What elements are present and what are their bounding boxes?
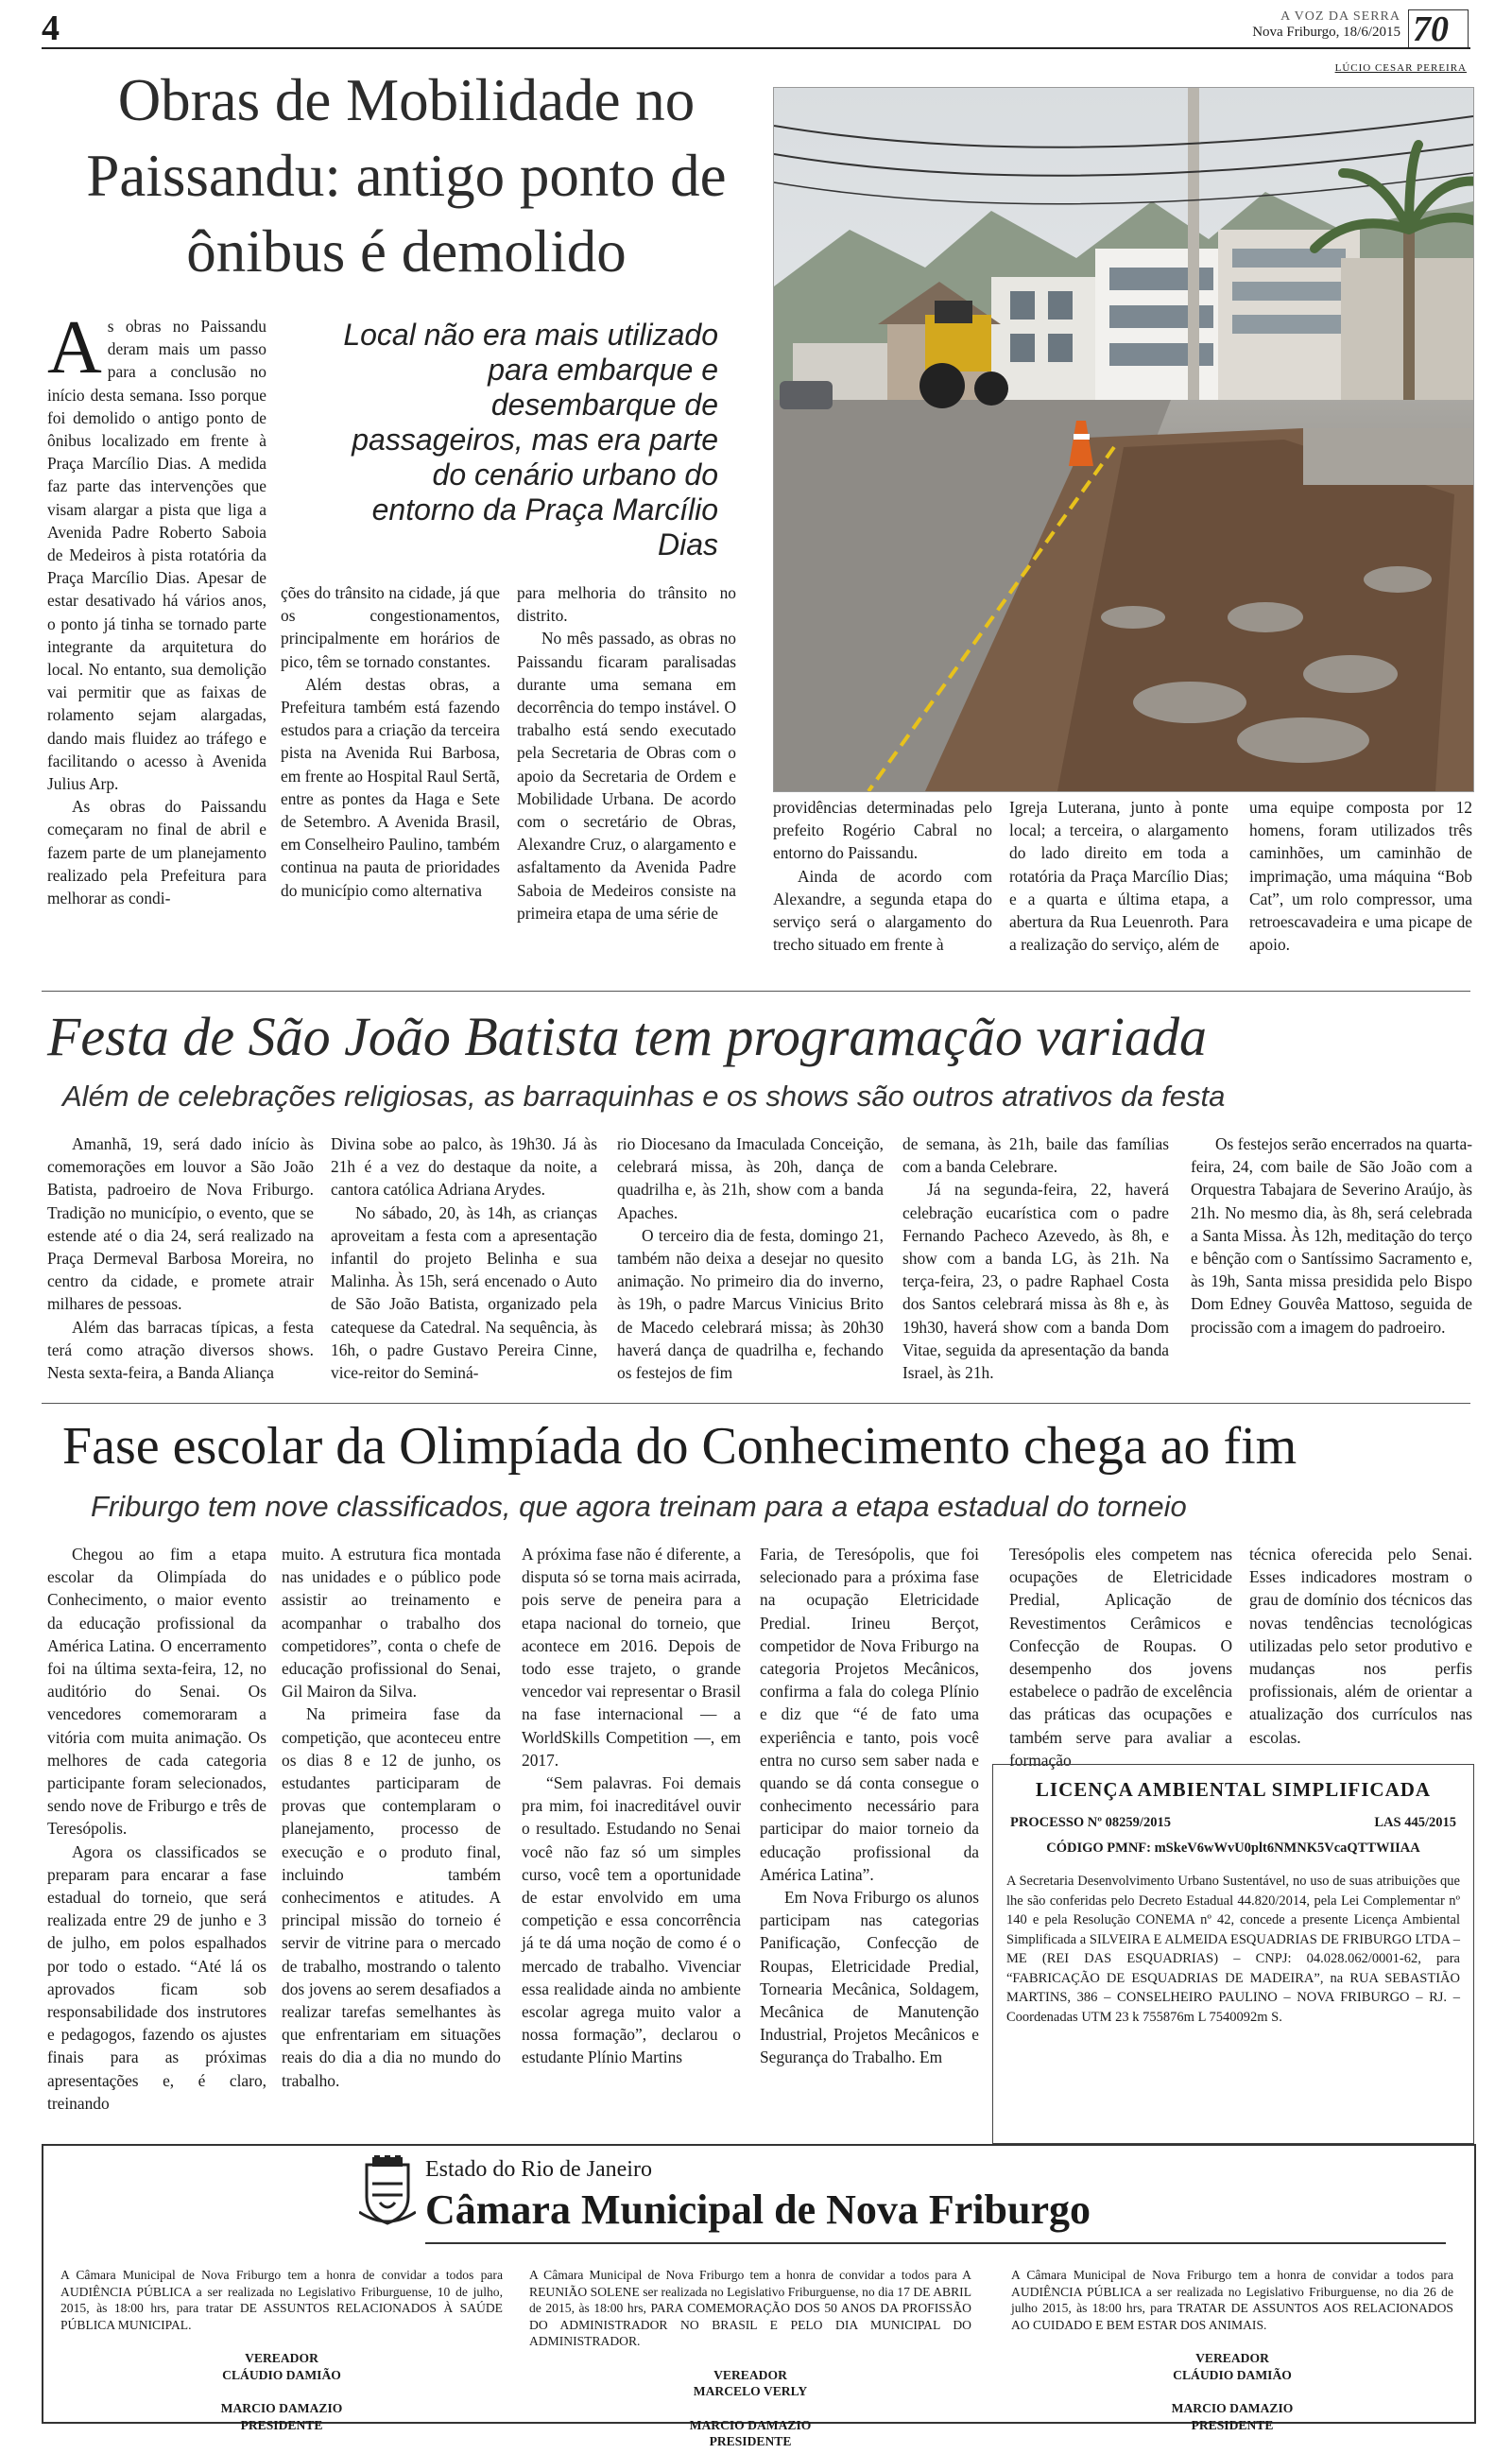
article2-headline: Festa de São João Batista tem programação variada <box>47 1006 1207 1067</box>
signature-name: MARCIO DAMAZIO <box>689 2417 812 2432</box>
article1-column-2 <box>281 581 500 902</box>
signature-name: MARCELO VERLY <box>693 2384 808 2398</box>
signature-name: CLÁUDIO DAMIÃO <box>222 2367 341 2382</box>
camara-title-rule <box>425 2242 1446 2244</box>
camara-state-line: Estado do Rio de Janeiro <box>425 2157 652 2182</box>
header-rule <box>42 47 1470 49</box>
article1-paragraph: providências determinadas pelo prefeito Rogério Cabral no entorno do Paissandu. <box>773 798 992 863</box>
article2-paragraph: Já na segunda-feira, 22, haverá celebração eucarística com o padre Fernando Pacheco Azevedo, às 8h, e show com a banda LG, às 21h. Na terça-feira, 23, o padre Raphael Costa dos Santos celebrará missa às 8h e, às 19h30, haverá show com a banda Dom Vitae, seguida da apresentação da banda Israel, às 21h. <box>902 1180 1169 1383</box>
article3-paragraph: Agora os classificados se preparam para encarar a fase estadual do torneio, que será realizada entre 29 de junho e 3 de julho, em polos espalhados por todo o estado. “Até lá os aprovados ficam sob responsabilidade dos instrutores e pedagogos, fazendo os ajustes finais para as próximas apresentações e, é claro, treinando <box>47 1841 266 2113</box>
article3-paragraph: A próxima fase não é diferente, a disputa só se torna mais acirrada, pois serve de peneira para a etapa nacional do torneio, que acontece em 2016. Depois de todo esse trajeto, o grande vencedor vai representar o Brasil na fase internacional — a WorldSkills Competition —, em 2017. <box>522 1545 741 1770</box>
article1-paragraph: Igreja Luterana, junto à ponte local; a terceira, o alargamento do lado direito em toda a rotatória da Praça Marcílio Dias; e a quarta e última etapa, a abertura da Rua Leuenroth. Para a realização do serviço, além de <box>1009 798 1228 955</box>
signature-role: VEREADOR <box>1195 2351 1269 2365</box>
article1-paragraph: Ainda de acordo com Alexandre, a segunda etapa do serviço será o alargamento do trecho situado em frente à <box>773 866 992 955</box>
article1-column-4 <box>773 796 992 956</box>
announcement-text: A Câmara Municipal de Nova Friburgo tem a honra de convidar a todos para A REUNIÃO SOLENE ser realizada no Legislativo Friburguense, no dia 17 DE ABRIL de 2015, às 18:00 hrs, PARA COMEMORAÇÃO DOS 50 ANOS DA PROFISSÃO DO ADMINISTRADOR NO BRASIL E PELO DIA MUNICIPAL DO ADMINISTRADOR. <box>529 2268 971 2348</box>
signature-role: VEREADOR <box>245 2351 318 2365</box>
article2-column-4 <box>902 1132 1169 1384</box>
article3-paragraph: muito. A estrutura fica montada nas unidades e o público pode assistir ao treinamento e acompanhar o trabalho dos competidores”, conta o chefe de educação profissional do Senai, Gil Mairon da Silva. <box>282 1545 501 1702</box>
coat-of-arms-icon <box>359 2155 416 2227</box>
page-number: 4 <box>42 9 60 48</box>
license-text: A Secretaria Desenvolvimento Urbano Sustentável, no uso de suas atribuições que lhe são conferidas pelo Decreto Estadual 44.820/2014, pela Lei Complementar nº 140 e pela Resolução CONEMA nº 42, concede a presente Licença Ambiental Simplificada a SILVEIRA E ALMEIDA ESQUADRIAS DE FRIBURGO LTDA – ME (REI DAS ESQUADRIAS) – CNPJ: 04.028.062/0001-62, para “FABRICAÇÃO DE ESQUADRIAS DE MADEIRA”, na RUA SEBASTIÃO MARTINS, 386 – CONSELHEIRO PAULINO – NOVA FRIBURGO – RJ. – Coordenadas UTM 23 k 755876m L 7540092m S. <box>1006 1874 1460 2025</box>
article1-column-1 <box>47 306 266 909</box>
article1-paragraph: As obras do Paissandu começaram no final de abril e fazem parte de um planejamento realizado pela Prefeitura para melhorar as condi- <box>47 797 266 908</box>
announcement-text: A Câmara Municipal de Nova Friburgo tem a honra de convidar a todos para AUDIÊNCIA PÚBLICA a ser realizada no Legislativo Friburguense, no dia 26 de julho 2015, às 18:00 hrs, para TRATAR DE ASSUNTOS AOS RELACIONADOS AO CUIDADO E BEM ESTAR DOS ANIMAIS. <box>1011 2268 1453 2332</box>
announcement-text: A Câmara Municipal de Nova Friburgo tem a honra de convidar a todos para AUDIÊNCIA PÚBLICA a ser realizada no Legislativo Friburguense, 10 de julho, 2015, às 18:00 hrs, para tratar DE ASSUNTOS RELACIONADOS À SAÚDE PÚBLICA MUNICIPAL. <box>60 2268 503 2332</box>
section-divider <box>42 1403 1470 1404</box>
article2-column-1 <box>47 1132 314 1384</box>
signature-name: CLÁUDIO DAMIÃO <box>1173 2367 1292 2382</box>
anniversary-logo <box>1408 9 1469 49</box>
edition-date: Nova Friburgo, 18/6/2015 <box>1252 25 1400 40</box>
article2-paragraph: Divina sobe ao palco, às 19h30. Já às 21h é a vez do destaque da noite, a cantora católica Adriana Arydes. <box>331 1134 597 1200</box>
article2-column-2 <box>331 1132 597 1384</box>
article1-column-3 <box>517 581 736 925</box>
article1-column-6 <box>1249 796 1472 956</box>
article2-paragraph: de semana, às 21h, baile das famílias com a banda Celebrare. <box>902 1134 1169 1177</box>
article1-paragraph: uma equipe composta por 12 homens, foram utilizados três caminhões, um caminhão de imprimação, uma máquina “Bob Cat”, um rolo compressor, uma retroescavadeira e uma picape de apoio. <box>1249 798 1472 955</box>
article3-paragraph: Teresópolis eles competem nas ocupações de Eletricidade Predial, Aplicação de Revestimentos Cerâmicos e Confecção de Roupas. O desempenho dos jovens estabelece o padrão de excelência das práticas das ocupações e também serve para avaliar a formação <box>1009 1545 1232 1770</box>
article2-paragraph: O terceiro dia de festa, domingo 21, também não deixa a desejar no quesito animação. No primeiro dia do inverno, às 19h, o padre Marcus Vinicius Brito de Macedo celebrará missa; às 20h30 haverá dança de quadrilha e, fechando os festejos de fim <box>617 1225 884 1383</box>
signature-name: MARCIO DAMAZIO <box>1171 2401 1294 2415</box>
article3-subheadline: Friburgo tem nove classificados, que agora treinam para a etapa estadual do torneio <box>91 1490 1187 1523</box>
article3-column-4 <box>760 1543 979 2069</box>
publication-name: A VOZ DA SERRA <box>1280 9 1400 24</box>
article2-paragraph: No sábado, 20, às 14h, as crianças aproveitam a festa com a apresentação infantil do projeto Belinha e sua Malinha. Às 15h, será encenado o Auto de São João Batista, organizado pela catequese da Catedral. Na sequência, às 16h, o padre Gustavo Pereira Cinne, vice-reitor do Seminá- <box>331 1202 597 1383</box>
article3-paragraph: Na primeira fase da competição, que aconteceu entre os dias 8 e 12 de junho, os estudantes participaram de provas que contemplaram o planejamento, processo de execução e o produto final, incluindo também conhecimentos e atitudes. A principal missão do torneio é servir de vitrine para o mercado de trabalho, mostrando o talento dos jovens ao serem desafiados a realizar tarefas semelhantes às que enfrentariam em situações reais do dia a dia no mundo do trabalho. <box>282 1704 501 2090</box>
article2-subheadline: Além de celebrações religiosas, as barraquinhas e os shows são outros atrativos da festa <box>62 1080 1226 1113</box>
article1-headline: Obras de Mobilidade no Paissandu: antigo ponto de ônibus é demolido <box>86 67 727 285</box>
article3-column-6 <box>1249 1543 1472 1749</box>
article3-paragraph: Faria, de Teresópolis, que foi selecionado para a próxima fase na ocupação Eletricidade Predial. Irineu Berçot, competidor de Nova Friburgo na categoria Projetos Mecânicos, confirma a fala do colega Plínio e diz que “é de fato uma experiência e tanto, pois você entra no curso sem saber nada e quando se dá conta consegue o conhecimento necessário para participar do maior torneio da educação profissional da América Latina”. <box>760 1545 979 1884</box>
article3-column-3 <box>522 1543 741 2069</box>
license-process-row <box>1010 1815 1456 1831</box>
signature-role: PRESIDENTE <box>240 2417 323 2432</box>
article1-paragraph: para melhoria do trânsito no distrito. <box>517 583 736 626</box>
article2-paragraph: rio Diocesano da Imaculada Conceição, celebrará missa, às 20h, dança de quadrilha e, às 21h, show com a banda Apaches. <box>617 1134 884 1222</box>
masthead <box>1252 9 1400 40</box>
article2-column-5 <box>1191 1132 1472 1339</box>
announcement-signature <box>1011 2350 1453 2433</box>
article3-column-1 <box>47 1543 266 2115</box>
article2-column-3 <box>617 1132 884 1384</box>
article3-paragraph: técnica oferecida pelo Senai. Esses indicadores mostram o grau de domínio dos técnicos das novas tendências tecnológicas utilizadas pelo setor produtivo e mudanças nos perfis profissionais, além de orientar a atualização dos currículos nas escolas. <box>1249 1545 1472 1747</box>
signature-role: VEREADOR <box>713 2367 787 2382</box>
photo-credit: LÚCIO CESAR PEREIRA <box>1334 62 1467 74</box>
pull-quote: Local não era mais utilizado para embarque e desembarque de passageiros, mas era parte do cenário urbano do entorno da Praça Marcílio Dias <box>343 318 718 562</box>
announcement-signature <box>529 2367 971 2450</box>
article2-paragraph: Os festejos serão encerrados na quarta-feira, 24, com baile de São João com a Orquestra Tabajara de Severino Araújo, às 21h. No mesmo dia, às 8h, será celebrada a Santa Missa. Às 12h, meditação do terço e bênção com o Santíssimo Sacramento e, às 19h, Santa missa presidida pelo Bispo Dom Edney Gouvêa Mattoso, seguida de procissão com a imagem do padroeiro. <box>1191 1134 1472 1337</box>
camara-announcement <box>1011 2267 1453 2433</box>
article3-column-2 <box>282 1543 501 2092</box>
announcement-signature <box>60 2350 503 2433</box>
drop-cap: A <box>47 306 102 389</box>
signature-role: PRESIDENTE <box>1191 2417 1274 2432</box>
environmental-license-notice <box>992 1764 1474 2144</box>
article3-paragraph: Chegou ao fim a etapa escolar da Olimpíada do Conhecimento, o maior evento da educação profissional da América Latina. O encerramento foi na última sexta-feira, 12, no auditório do Senai. Os vencedores comemoraram a vitória com muita animação. Os melhores de cada categoria participante foram selecionados, sendo nove de Friburgo e três de Teresópolis. <box>47 1545 266 1839</box>
license-process-number: PROCESSO Nº 08259/2015 <box>1010 1815 1171 1830</box>
article2-paragraph: Amanhã, 19, será dado início às comemorações em louvor a São João Batista, padroeiro de Nova Friburgo. Tradição no município, o evento, que se estende até o dia 24, será realizado na Praça Dermeval Barbosa Moreira, no centro da cidade, e promete atrair milhares de pessoas. <box>47 1134 314 1314</box>
section-divider <box>42 991 1470 992</box>
article3-paragraph: “Sem palavras. Foi demais pra mim, foi inacreditável ouvir o resultado. Estudando no Senai você não faz só um simples curso, você tem a oportunidade de estar envolvido em uma competição e essa concorrência já te dá uma noção de como é o mercado de trabalho. Vivenciar essa realidade ainda no ambiente escolar agrega muito valor a nossa formação”, declarou o estudante Plínio Martins <box>522 1773 741 2067</box>
license-title: LICENÇA AMBIENTAL SIMPLIFICADA <box>1035 1778 1432 1801</box>
license-las-number: LAS 445/2015 <box>1374 1815 1456 1830</box>
anniversary-number: 70 <box>1413 9 1449 49</box>
camara-announcement <box>60 2267 503 2433</box>
camara-title: Câmara Municipal de Nova Friburgo <box>425 2186 1091 2233</box>
signature-name: MARCIO DAMAZIO <box>220 2401 343 2415</box>
article3-column-5 <box>1009 1543 1232 1771</box>
article3-paragraph: Em Nova Friburgo os alunos participam nas categorias Panificação, Confecção de Roupas, Eletricidade Predial, Tornearia Mecânica, Soldagem, Mecânica de Manutenção Industrial, Projetos Mecânicos e Segurança do Trabalho. Em <box>760 1888 979 2067</box>
article1-paragraph: Além destas obras, a Prefeitura também está fazendo estudos para a criação da terceira pista na Avenida Rui Barbosa, em frente ao Hospital Raul Sertã, entre as pontes da Haga e Sete de Setembro. A Avenida Brasil, em Conselheiro Paulino, também continua na pauta de prioridades do município como alternativa <box>281 674 500 900</box>
article1-paragraph: s obras no Paissandu deram mais um passo para a conclusão no início desta semana. Isso porque foi demolido o antigo ponto de ônibus localizado em frente à Praça Marcílio Dias. A medida faz parte das intervenções que visam alargar a pista que liga a Avenida Padre Roberto Saboia de Medeiros à pista rotatória da Praça Marcílio Dias. Apesar de estar desativado há vários anos, o ponto já tinha se tornado parte integrante da arquitetura do local. No entanto, sua demolição vai permitir que as faixas de rolamento sejam alargadas, dando mais fluidez ao tráfego e facilitando o acesso à Avenida Julius Arp. <box>47 317 266 794</box>
camara-announcement <box>529 2267 971 2450</box>
article1-paragraph: ções do trânsito na cidade, já que os congestionamentos, principalmente em horários de pico, têm se tornado constantes. <box>281 583 500 671</box>
license-code: CÓDIGO PMNF: mSkeV6wWvU0plt6NMNK5VcaQTTWIIAA <box>1046 1840 1420 1856</box>
signature-role: PRESIDENTE <box>709 2434 792 2448</box>
article1-column-5 <box>1009 796 1228 956</box>
construction-photo <box>773 87 1474 792</box>
article3-headline: Fase escolar da Olimpíada do Conhecimento chega ao fim <box>62 1417 1297 1476</box>
article2-paragraph: Além das barracas típicas, a festa terá como atração diversos shows. Nesta sexta-feira, a Banda Aliança <box>47 1317 314 1383</box>
article1-paragraph: No mês passado, as obras no Paissandu ficaram paralisadas durante uma semana em decorrência do tempo instável. O trabalho está sendo executado pela Secretaria de Obras com o apoio da Secretaria de Ordem e Mobilidade Urbana. De acordo com o secretário de Obras, Alexandre Cruz, o alargamento e asfaltamento da Avenida Padre Saboia de Medeiros consiste na primeira etapa de uma série de <box>517 629 736 923</box>
construction-photo-illustration <box>774 88 1473 791</box>
